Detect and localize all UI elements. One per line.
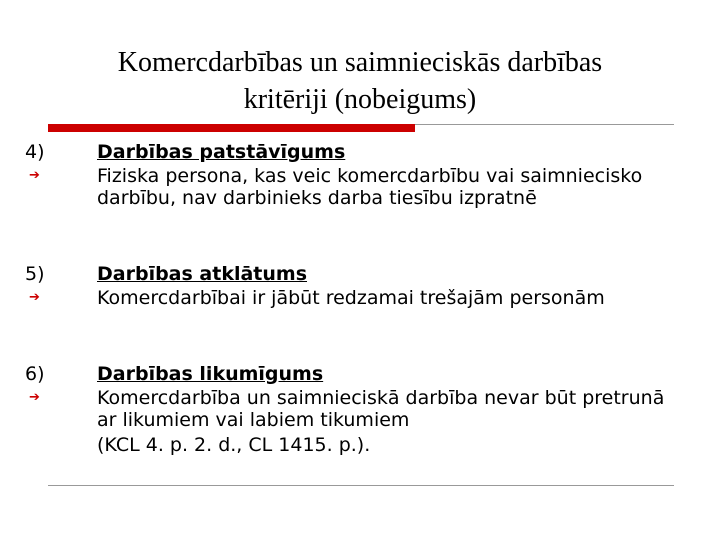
item-number: 5) [25, 263, 45, 285]
item-heading: Darbības atklātums [97, 263, 308, 285]
item-heading: Darbības patstāvīgums [97, 141, 346, 163]
arrow-right-icon: ➔ [29, 290, 40, 305]
title-divider [415, 124, 674, 125]
criterion-item [25, 362, 685, 456]
title-accent-bar [48, 124, 415, 132]
arrow-right-icon: ➔ [29, 168, 40, 183]
criterion-item [25, 262, 685, 310]
legal-reference: (KCL 4. p. 2. d., CL 1415. p.). [97, 434, 371, 456]
title-line-1: Komercdarbības un saimnieciskās darbības [117, 47, 603, 78]
slide-title [40, 44, 680, 118]
footer-divider [48, 485, 674, 486]
criterion-item [25, 140, 685, 209]
item-number: 6) [25, 363, 45, 385]
item-heading: Darbības likumīgums [97, 363, 324, 385]
title-line-2: kritēriji (nobeigums) [243, 84, 477, 115]
arrow-right-icon: ➔ [29, 390, 40, 405]
item-number: 4) [25, 141, 45, 163]
item-body: Komercdarbībai ir jābūt redzamai trešajām personām [97, 287, 605, 309]
item-body: Fiziska persona, kas veic komercdarbību vai saimniecisko darbību, nav darbinieks darba tiesību izpratnē [97, 165, 643, 209]
item-body: Komercdarbība un saimnieciskā darbība nevar būt pretrunā ar likumiem vai labiem tikumiem [97, 387, 665, 431]
